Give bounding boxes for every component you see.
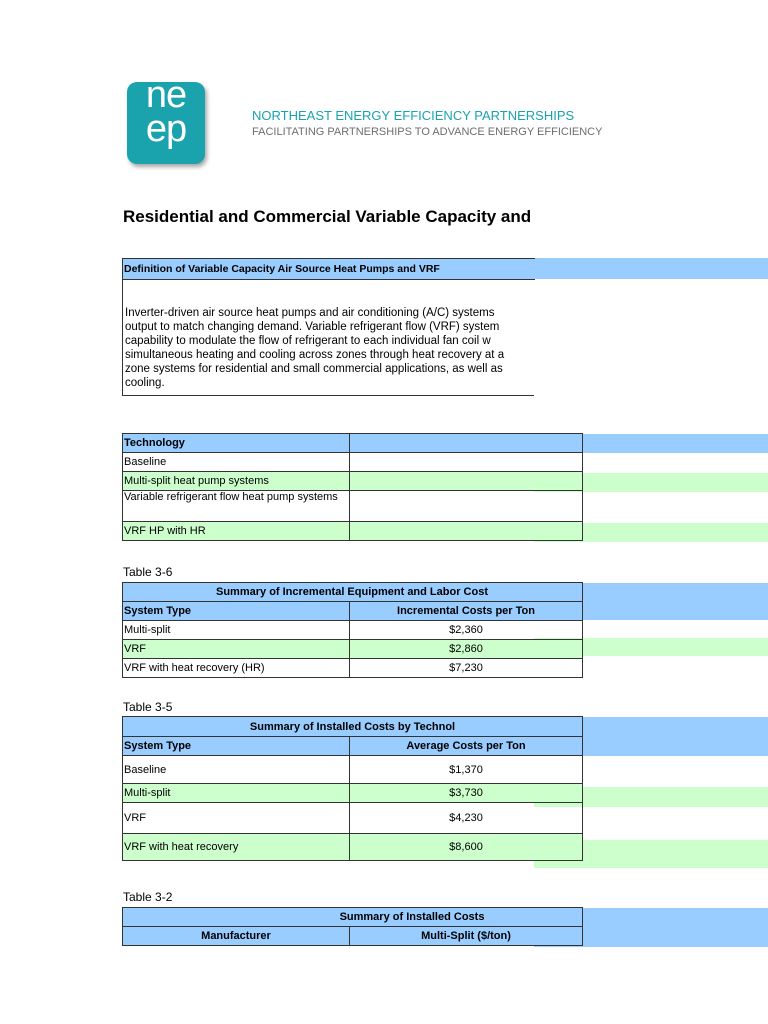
table-title: Summary of Installed Costs xyxy=(123,908,583,927)
table-row xyxy=(123,659,583,678)
system-type-cell: VRF xyxy=(123,640,350,659)
table-row xyxy=(123,803,583,834)
table-title-row xyxy=(123,583,583,602)
logo-bottom: ep xyxy=(145,108,187,150)
table-row xyxy=(123,522,583,541)
definition-line-4: simultaneous heating and cooling across zones through heat recovery at a xyxy=(125,349,505,361)
cost-cell: $1,370 xyxy=(350,756,583,784)
table-3-5-wrap xyxy=(122,716,534,870)
table-header-row xyxy=(123,434,583,453)
definition-heading: Definition of Variable Capacity Air Source Heat Pumps and VRF xyxy=(122,258,535,280)
table-3-6-wrap xyxy=(122,582,534,680)
definition-line-3: capability to modulate the flow of refrigerant to each individual fan coil w xyxy=(125,335,491,347)
cost-cell: $7,230 xyxy=(350,659,583,678)
logo-top: ne xyxy=(145,74,187,116)
definition-box xyxy=(122,258,534,397)
system-type-cell: Multi-split xyxy=(123,621,350,640)
table-3-6-caption: Table 3-6 xyxy=(123,565,173,579)
org-name: NORTHEAST ENERGY EFFICIENCY PARTNERSHIPS xyxy=(252,108,575,123)
table-3-5-caption: Table 3-5 xyxy=(123,700,173,714)
technology-cell: Baseline xyxy=(123,453,350,472)
column-header-system-type: System Type xyxy=(123,602,350,621)
cost-cell: $8,600 xyxy=(350,834,583,861)
technology-cell: VRF HP with HR xyxy=(123,522,350,541)
logo-lettering xyxy=(133,74,199,150)
technology-table xyxy=(122,433,583,541)
table-row xyxy=(123,640,583,659)
system-type-cell: Baseline xyxy=(123,756,350,784)
table-row xyxy=(123,453,583,472)
table-title-row xyxy=(123,908,583,927)
table-header-row xyxy=(123,927,583,946)
technology-cell: Variable refrigerant flow heat pump systems xyxy=(123,491,350,522)
table-row xyxy=(123,834,583,861)
header-band-definition xyxy=(534,258,768,279)
technology-cell: Multi-split heat pump systems xyxy=(123,472,350,491)
definition-line-1: Inverter-driven air source heat pumps and air conditioning (A/C) systems xyxy=(125,307,495,319)
column-header-average-cost: Average Costs per Ton xyxy=(350,737,583,756)
table-row xyxy=(123,472,583,491)
table-row xyxy=(123,621,583,640)
definition-body xyxy=(122,279,534,396)
definition-line-5: zone systems for residential and small commercial applications, as well as xyxy=(125,363,503,375)
definition-line-2: output to match changing demand. Variable refrigerant flow (VRF) system xyxy=(125,321,500,333)
technology-table-wrap xyxy=(122,433,534,545)
technology-header: Technology xyxy=(123,434,350,453)
table-row xyxy=(123,756,583,784)
table-row xyxy=(123,491,583,522)
column-header-incremental-cost: Incremental Costs per Ton xyxy=(350,602,583,621)
neep-logo xyxy=(127,74,205,164)
cost-cell: $4,230 xyxy=(350,803,583,834)
table-header-row xyxy=(123,602,583,621)
table-3-2 xyxy=(122,907,583,946)
column-header-manufacturer: Manufacturer xyxy=(123,927,350,946)
cost-cell: $2,360 xyxy=(350,621,583,640)
system-type-cell: VRF xyxy=(123,803,350,834)
page-title: Residential and Commercial Variable Capacity and xyxy=(123,207,532,226)
system-type-cell: VRF with heat recovery xyxy=(123,834,350,861)
table-title: Summary of Installed Costs by Technol xyxy=(123,717,583,737)
column-header-multi-split: Multi-Split ($/ton) xyxy=(350,927,583,946)
table-header-row xyxy=(123,737,583,756)
cost-cell: $3,730 xyxy=(350,784,583,803)
system-type-cell: VRF with heat recovery (HR) xyxy=(123,659,350,678)
table-3-6 xyxy=(122,582,583,678)
column-header-system-type: System Type xyxy=(123,737,350,756)
definition-line-6: cooling. xyxy=(125,377,165,389)
table-3-2-caption: Table 3-2 xyxy=(123,890,173,904)
table-3-2-wrap xyxy=(122,907,534,947)
table-3-5 xyxy=(122,716,583,861)
system-type-cell: Multi-split xyxy=(123,784,350,803)
cost-cell: $2,860 xyxy=(350,640,583,659)
page-title-wrap xyxy=(123,207,534,233)
org-header xyxy=(252,104,603,144)
table-row xyxy=(123,784,583,803)
org-tagline: FACILITATING PARTNERSHIPS TO ADVANCE ENERGY EFFICIENCY xyxy=(252,126,603,138)
table-title-row xyxy=(123,717,583,737)
table-title: Summary of Incremental Equipment and Labor Cost xyxy=(123,583,583,602)
